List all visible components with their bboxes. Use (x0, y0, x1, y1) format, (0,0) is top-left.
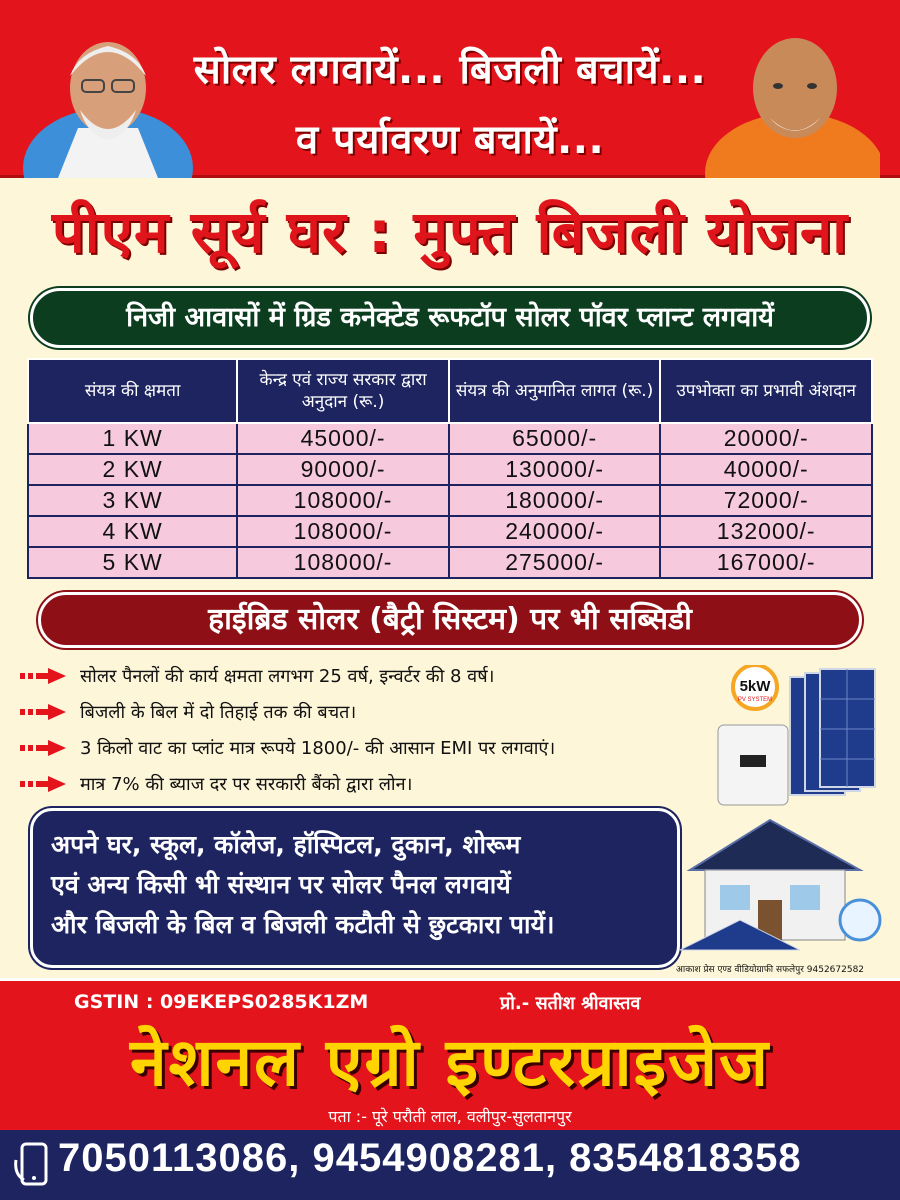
gstin: GSTIN : 09EKEPS0285K1ZM (74, 991, 369, 1013)
cell-capacity: 3 KW (28, 485, 237, 516)
benefit-text: मात्र 7% की ब्याज दर पर सरकारी बैंको द्वारा लोन। (80, 774, 413, 795)
col-capacity: संयत्र की क्षमता (28, 359, 237, 423)
slogan-line-1: सोलर लगवायें... बिजली बचायें... (193, 47, 707, 93)
cell-cost: 240000/- (449, 516, 661, 547)
arrow-right-icon (20, 666, 70, 686)
table-row (28, 454, 872, 485)
subtitle-banner: निजी आवासों में ग्रिड कनेक्टेड रूफटॉप सोलर पॉवर प्लान्ट लगवायें (30, 288, 870, 348)
proprietor: प्रो.- सतीश श्रीवास्तव (500, 993, 641, 1014)
cell-contribution: 167000/- (660, 547, 872, 578)
leader-portrait-right (700, 18, 880, 178)
benefit-text: बिजली के बिल में दो तिहाई तक की बचत। (80, 702, 357, 723)
phone-numbers[interactable]: 7050113086, 9454908281, 8354818358 (58, 1136, 802, 1180)
company-name: नेशनल एग्रो इण्टरप्राइजेज (130, 1024, 770, 1101)
phone-icon (14, 1140, 54, 1188)
header-banner (0, 0, 900, 178)
address: पता :- पूरे परौती लाल, वलीपुर-सुलतानपुर (328, 1107, 572, 1126)
cell-cost: 65000/- (449, 423, 661, 454)
cell-subsidy: 45000/- (237, 423, 449, 454)
badge-sub-text: PV SYSTEM (737, 697, 773, 703)
cell-subsidy: 108000/- (237, 547, 449, 578)
footer-banner (0, 978, 900, 1130)
info-line: और बिजली के बिल व बिजली कटौती से छुटकारा पायें। (51, 910, 555, 939)
cell-subsidy: 108000/- (237, 516, 449, 547)
cell-contribution: 40000/- (660, 454, 872, 485)
info-line: अपने घर, स्कूल, कॉलेज, हॉस्पिटल, दुकान, शोरूम (51, 830, 521, 859)
leader-portrait-left (18, 18, 198, 178)
table-row (28, 547, 872, 578)
list-item (20, 730, 720, 766)
table-header-row (28, 359, 872, 423)
phone-bar (0, 1130, 900, 1200)
list-item (20, 658, 720, 694)
cell-contribution: 132000/- (660, 516, 872, 547)
solar-house-image (660, 800, 890, 965)
col-contribution: उपभोक्ता का प्रभावी अंशदान (660, 359, 872, 423)
cell-contribution: 20000/- (660, 423, 872, 454)
cell-capacity: 4 KW (28, 516, 237, 547)
cell-cost: 275000/- (449, 547, 661, 578)
cell-contribution: 72000/- (660, 485, 872, 516)
subsidy-table (27, 358, 873, 579)
arrow-right-icon (20, 774, 70, 794)
slogan-line-2: व पर्यावरण बचायें... (295, 117, 605, 163)
arrow-right-icon (20, 702, 70, 722)
info-line: एवं अन्य किसी भी संस्थान पर सोलर पैनल लगवायें (51, 870, 511, 899)
list-item (20, 694, 720, 730)
table-row (28, 485, 872, 516)
table-row (28, 516, 872, 547)
benefits-list (20, 658, 720, 802)
cell-cost: 180000/- (449, 485, 661, 516)
cell-capacity: 2 KW (28, 454, 237, 485)
page-title: पीएम सूर्य घर : मुफ्त बिजली योजना (51, 198, 849, 266)
info-box (30, 808, 680, 968)
badge-text: 5kW (739, 678, 771, 695)
hybrid-subsidy-banner: हाईब्रिड सोलर (बैट्री सिस्टम) पर भी सब्सिडी (38, 592, 862, 648)
printer-credit: आकाश प्रेस एण्ड वीडियोग्राफी सफलेपुर 9452672582 (676, 965, 865, 975)
col-cost: संयत्र की अनुमानित लागत (रू.) (449, 359, 661, 423)
arrow-right-icon (20, 738, 70, 758)
col-subsidy: केन्द्र एवं राज्य सरकार द्वारा अनुदान (रू.) (237, 359, 449, 423)
cell-capacity: 1 KW (28, 423, 237, 454)
cell-subsidy: 90000/- (237, 454, 449, 485)
cell-cost: 130000/- (449, 454, 661, 485)
benefit-text: 3 किलो वाट का प्लांट मात्र रूपये 1800/- की आसान EMI पर लगवाएं। (80, 738, 556, 759)
list-item (20, 766, 720, 802)
solar-kit-image (710, 665, 890, 815)
cell-capacity: 5 KW (28, 547, 237, 578)
table-row (28, 423, 872, 454)
cell-subsidy: 108000/- (237, 485, 449, 516)
benefit-text: सोलर पैनलों की कार्य क्षमता लगभग 25 वर्ष, इन्वर्टर की 8 वर्ष। (80, 666, 495, 687)
